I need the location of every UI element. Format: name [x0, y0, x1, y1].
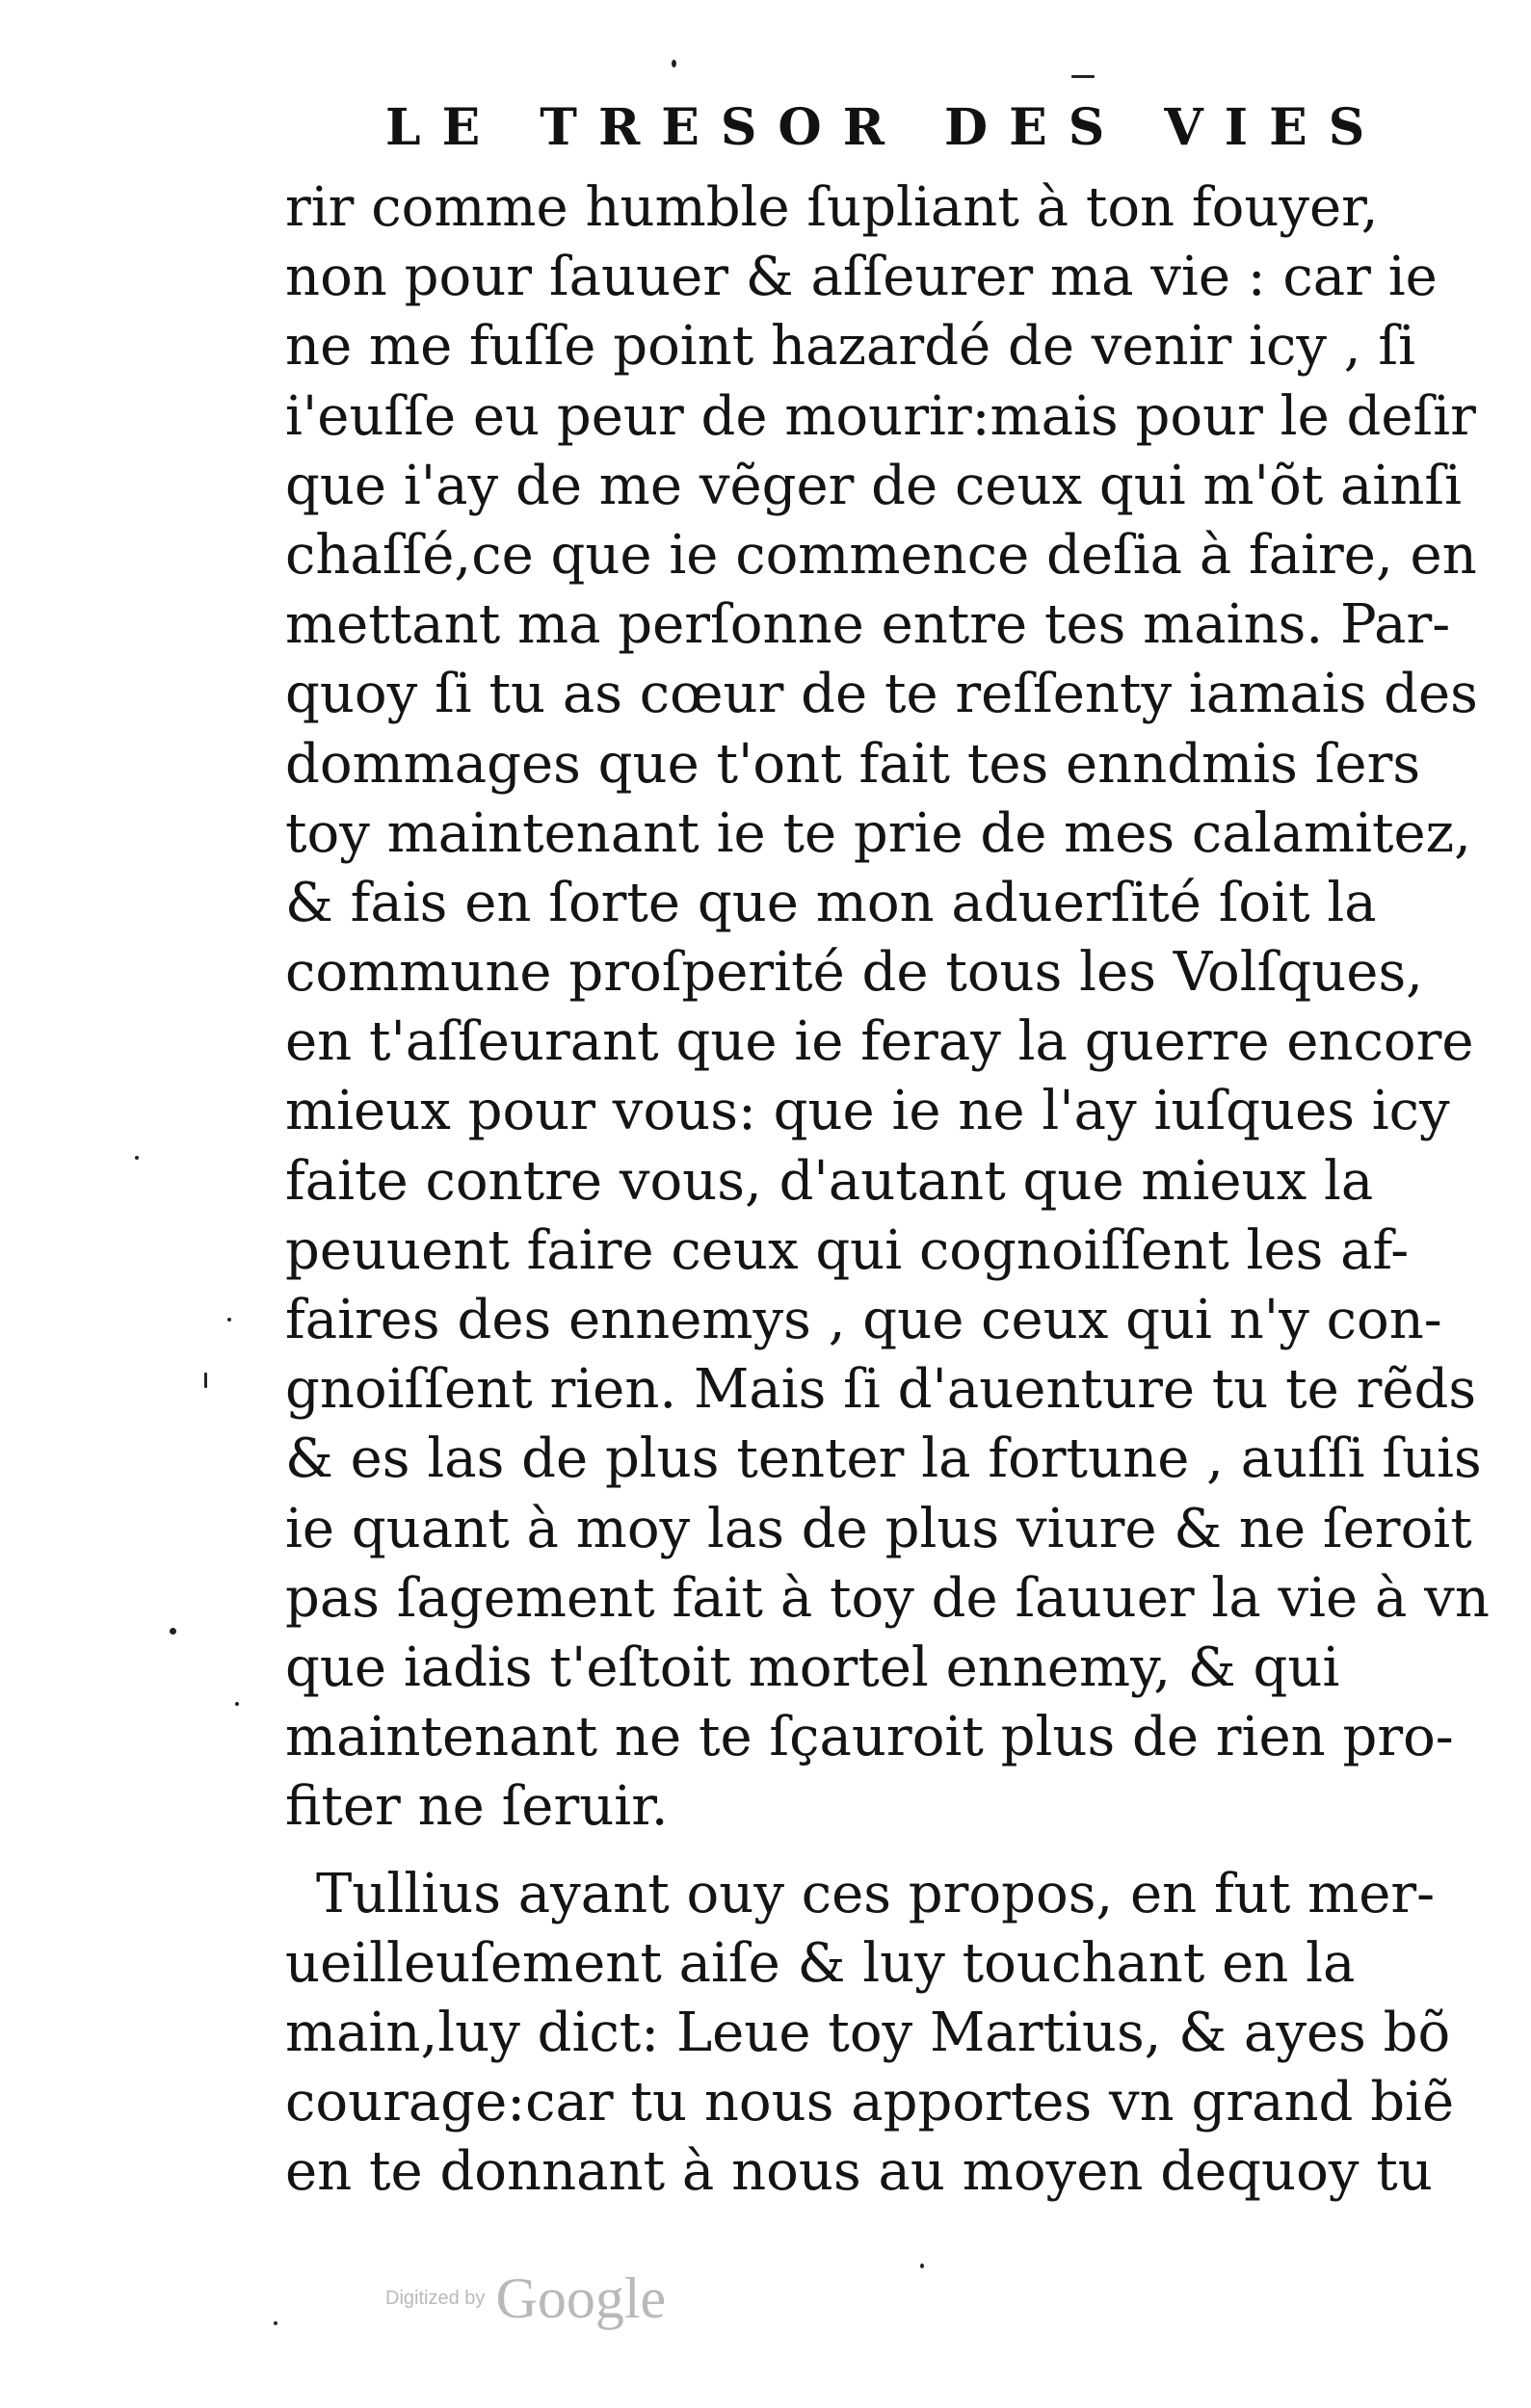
text-line: rir comme humble ſupliant à ton fouyer,	[285, 176, 1379, 239]
text-line: pas ſagement fait à toy de ſauuer la vie à vn	[285, 1566, 1490, 1630]
text-line: en te donnant à nous au moyen dequoy tu	[285, 2140, 1433, 2204]
text-line: ueilleuſement aiſe & luy touchant en la	[285, 1931, 1356, 1995]
text-line: chaſſé,ce que ie commence deſia à faire, en	[285, 523, 1477, 587]
text-line: que i'ay de me vẽger de ceux qui m'õt ainſi	[285, 454, 1463, 517]
watermark	[385, 2265, 666, 2332]
text-line: non pour ſauuer & aſſeurer ma vie : car ie	[285, 246, 1438, 309]
scan-speck	[1071, 75, 1095, 78]
text-line: peuuent faire ceux qui cognoiſſent les af-	[285, 1218, 1410, 1282]
scan-speck	[920, 2264, 924, 2268]
text-line: ne me fuſſe point hazardé de venir icy , ſi	[285, 315, 1416, 379]
text-line: fiter ne ſeruir.	[285, 1775, 669, 1839]
text-line: i'euſſe eu peur de mourir:mais pour le deſir	[285, 384, 1476, 448]
text-line: maintenant ne te ſçauroit plus de rien pro-	[285, 1706, 1454, 1769]
watermark-prefix: Digitized by	[385, 2288, 486, 2309]
text-line: en t'aſſeurant que ie feray la guerre encore	[285, 1010, 1474, 1074]
text-line: quoy ſi tu as cœur de te reſſenty iamais des	[285, 663, 1478, 726]
text-line: mettant ma perſonne entre tes mains. Par-	[285, 593, 1451, 657]
text-line: gnoiſſent rien. Mais ſi d'auenture tu te rẽds	[285, 1358, 1477, 1422]
scan-speck	[235, 1702, 239, 1706]
scan-speck	[227, 1318, 231, 1322]
google-logo: Google	[495, 2266, 667, 2330]
text-line: que iadis t'eſtoit mortel ennemy, & qui	[285, 1636, 1340, 1699]
scan-speck	[274, 2321, 277, 2325]
paragraph-break	[285, 1843, 1432, 1860]
text-line: commune proſperité de tous les Volſques,	[285, 941, 1423, 1005]
text-block	[285, 173, 1490, 2207]
text-line: ie quant à moy las de plus viure & ne ſeroit	[285, 1497, 1472, 1560]
running-head: LE TRESOR DES VIES	[385, 98, 1386, 157]
text-line: dommages que t'ont fait tes enndmis ſers	[285, 732, 1421, 796]
text-line: mieux pour vous: que ie ne l'ay iuſques icy	[285, 1080, 1450, 1143]
text-line: faite contre vous, d'autant que mieux la	[285, 1149, 1374, 1213]
text-line: & es las de plus tenter la fortune , auſſi ſuis	[285, 1427, 1482, 1491]
text-line: Tullius ayant ouy ces propos, en fut mer-	[316, 1862, 1436, 1925]
text-line: faires des ennemys , que ceux qui n'y con-	[285, 1289, 1442, 1351]
text-line: courage:car tu nous apportes vn grand biẽ	[285, 2071, 1455, 2134]
text-line: & fais en ſorte que mon aduerſité ſoit la	[285, 871, 1377, 934]
text-line: main,luy dict: Leue toy Martius, & ayes bõ	[285, 2001, 1451, 2064]
scan-speck	[672, 60, 676, 67]
scan-speck	[170, 1628, 176, 1635]
text-line: toy maintenant ie te prie de mes calamitez,	[285, 801, 1471, 865]
scan-speck	[135, 1156, 139, 1160]
scan-speck	[204, 1373, 207, 1388]
